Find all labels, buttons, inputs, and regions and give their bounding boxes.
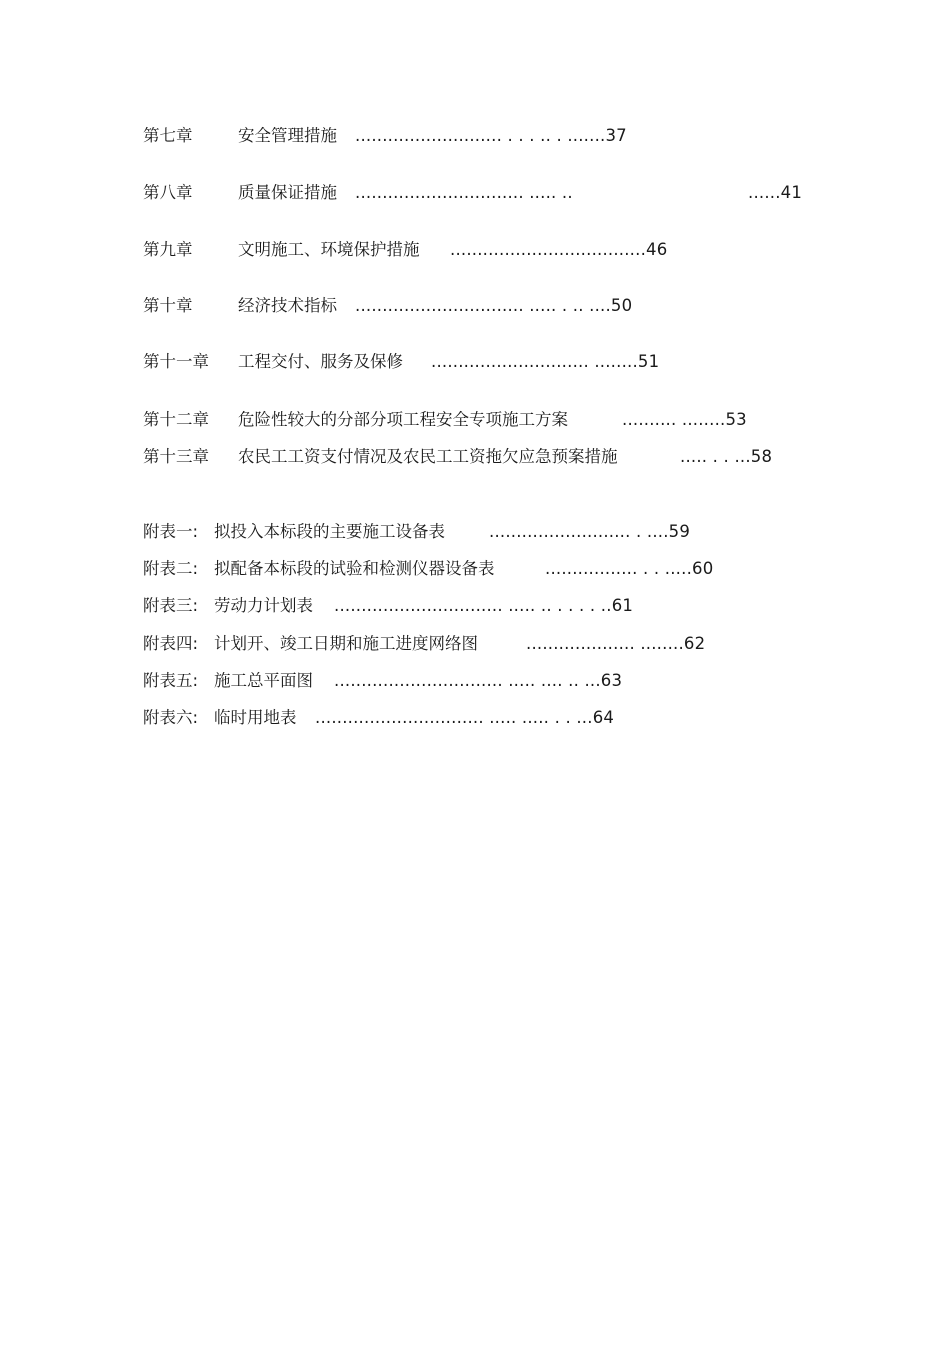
appendix-number: 附表三:	[143, 596, 199, 615]
toc-leader-and-page: .......... ........53	[622, 410, 747, 429]
chapter-title: 农民工工资支付情况及农民工工资拖欠应急预案措施	[238, 447, 618, 466]
chapter-number: 第十章	[143, 296, 193, 315]
chapter-title: 安全管理措施	[238, 126, 337, 145]
toc-leader-and-page: ............................. ........51	[431, 352, 660, 371]
toc-leader-and-page: ............................... ..... .. . . . . ..61	[334, 596, 634, 615]
appendix-number: 附表一:	[143, 522, 199, 541]
appendix-number: 附表四:	[143, 634, 199, 653]
toc-leader-and-page: .......................... . ....59	[489, 522, 691, 541]
toc-leader-and-page: ....................................46	[450, 240, 668, 259]
appendix-title: 施工总平面图	[214, 671, 313, 690]
chapter-title: 危险性较大的分部分项工程安全专项施工方案	[238, 410, 568, 429]
chapter-number: 第七章	[143, 126, 193, 145]
toc-leader-and-page: ........................... . . . .. . .......37	[355, 126, 627, 145]
chapter-number: 第九章	[143, 240, 193, 259]
toc-leader-and-page: .................... ........62	[526, 634, 706, 653]
appendix-number: 附表二:	[143, 559, 199, 578]
chapter-title: 工程交付、服务及保修	[238, 352, 403, 371]
appendix-title: 计划开、竣工日期和施工进度网络图	[214, 634, 478, 653]
toc-leader-and-page: ................. . . .....60	[545, 559, 714, 578]
toc-leader-and-page: ............................... ..... ..... . . ...64	[315, 708, 615, 727]
appendix-number: 附表五:	[143, 671, 199, 690]
chapter-number: 第十二章	[143, 410, 209, 429]
appendix-number: 附表六:	[143, 708, 199, 727]
chapter-number: 第十三章	[143, 447, 209, 466]
appendix-title: 临时用地表	[214, 708, 297, 727]
toc-leader-and-page: ..... . . ...58	[680, 447, 773, 466]
chapter-number: 第八章	[143, 183, 193, 202]
toc-page-number: ......41	[748, 183, 803, 202]
chapter-title: 质量保证措施	[238, 183, 337, 202]
toc-leader: ............................... ..... ..	[355, 183, 573, 202]
appendix-title: 拟配备本标段的试验和检测仪器设备表	[214, 559, 495, 578]
appendix-title: 拟投入本标段的主要施工设备表	[214, 522, 445, 541]
chapter-title: 经济技术指标	[238, 296, 337, 315]
chapter-title: 文明施工、环境保护措施	[238, 240, 420, 259]
toc-leader-and-page: ............................... ..... .... .. ...63	[334, 671, 623, 690]
chapter-number: 第十一章	[143, 352, 209, 371]
toc-leader-and-page: ............................... ..... . .. ....50	[355, 296, 633, 315]
appendix-title: 劳动力计划表	[214, 596, 313, 615]
